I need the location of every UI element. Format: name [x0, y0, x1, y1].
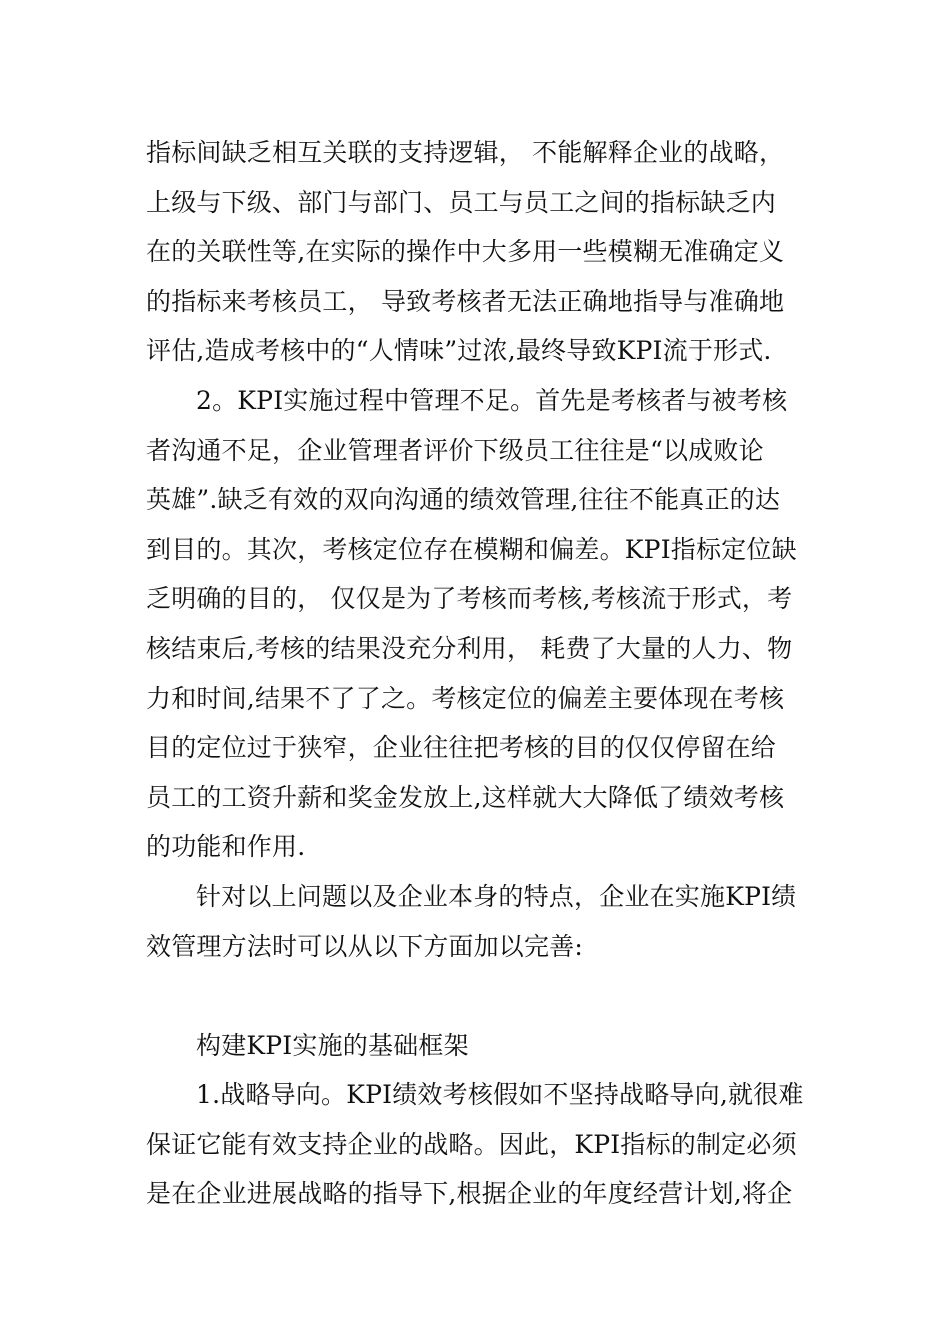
- paragraph-line: 目的定位过于狭窄，企业往往把考核的目的仅仅停留在给: [146, 733, 777, 763]
- paragraph-line: 针对以上问题以及企业本身的特点，企业在实施KPI绩: [196, 881, 797, 911]
- paragraph-line: 上级与下级、部门与部门、员工与员工之间的指标缺乏内: [146, 187, 777, 217]
- paragraph-line: 的指标来考核员工， 导致考核者无法正确地指导与准确地: [146, 286, 785, 316]
- paragraph-line: 指标间缺乏相互关联的支持逻辑， 不能解释企业的战略，: [146, 138, 785, 167]
- paragraph-gap: [146, 971, 816, 1021]
- body-text: [146, 128, 816, 1219]
- paragraph-line: 是在企业进展战略的指导下,根据企业的年度经营计划,将企: [146, 1179, 793, 1209]
- section-heading: 构建KPI实施的基础框架: [196, 1030, 469, 1060]
- paragraph-line: 在的关联性等,在实际的操作中大多用一些模糊无准确定义: [146, 237, 785, 267]
- paragraph-line: 到目的。其次，考核定位存在模糊和偏差。KPI指标定位缺: [146, 534, 797, 564]
- paragraph-line: 2。KPI实施过程中管理不足。首先是考核者与被考核: [196, 385, 788, 415]
- paragraph-line: 核结束后,考核的结果没充分利用， 耗费了大量的人力、物: [146, 633, 793, 663]
- paragraph-line: 的功能和作用.: [146, 832, 306, 862]
- paragraph-line: 者沟通不足，企业管理者评价下级员工往往是“以成败论: [146, 435, 764, 465]
- paragraph-line: 乏明确的目的， 仅仅是为了考核而考核,考核流于形式，考: [146, 584, 793, 614]
- paragraph-line: 英雄”.缺乏有效的双向沟通的绩效管理,往往不能真正的达: [146, 485, 781, 515]
- paragraph-line: 1.战略导向。KPI绩效考核假如不坚持战略导向,就很难: [196, 1080, 804, 1110]
- paragraph-line: 效管理方法时可以从以下方面加以完善:: [146, 931, 584, 961]
- paragraph-line: 力和时间,结果不了了之。考核定位的偏差主要体现在考核: [146, 683, 785, 713]
- paragraph-line: 保证它能有效支持企业的战略。因此，KPI指标的制定必须: [146, 1129, 797, 1159]
- paragraph-line: 评估,造成考核中的“人情味”过浓,最终导致KPI流于形式.: [146, 336, 772, 366]
- paragraph-line: 员工的工资升薪和奖金发放上,这样就大大降低了绩效考核: [146, 782, 785, 812]
